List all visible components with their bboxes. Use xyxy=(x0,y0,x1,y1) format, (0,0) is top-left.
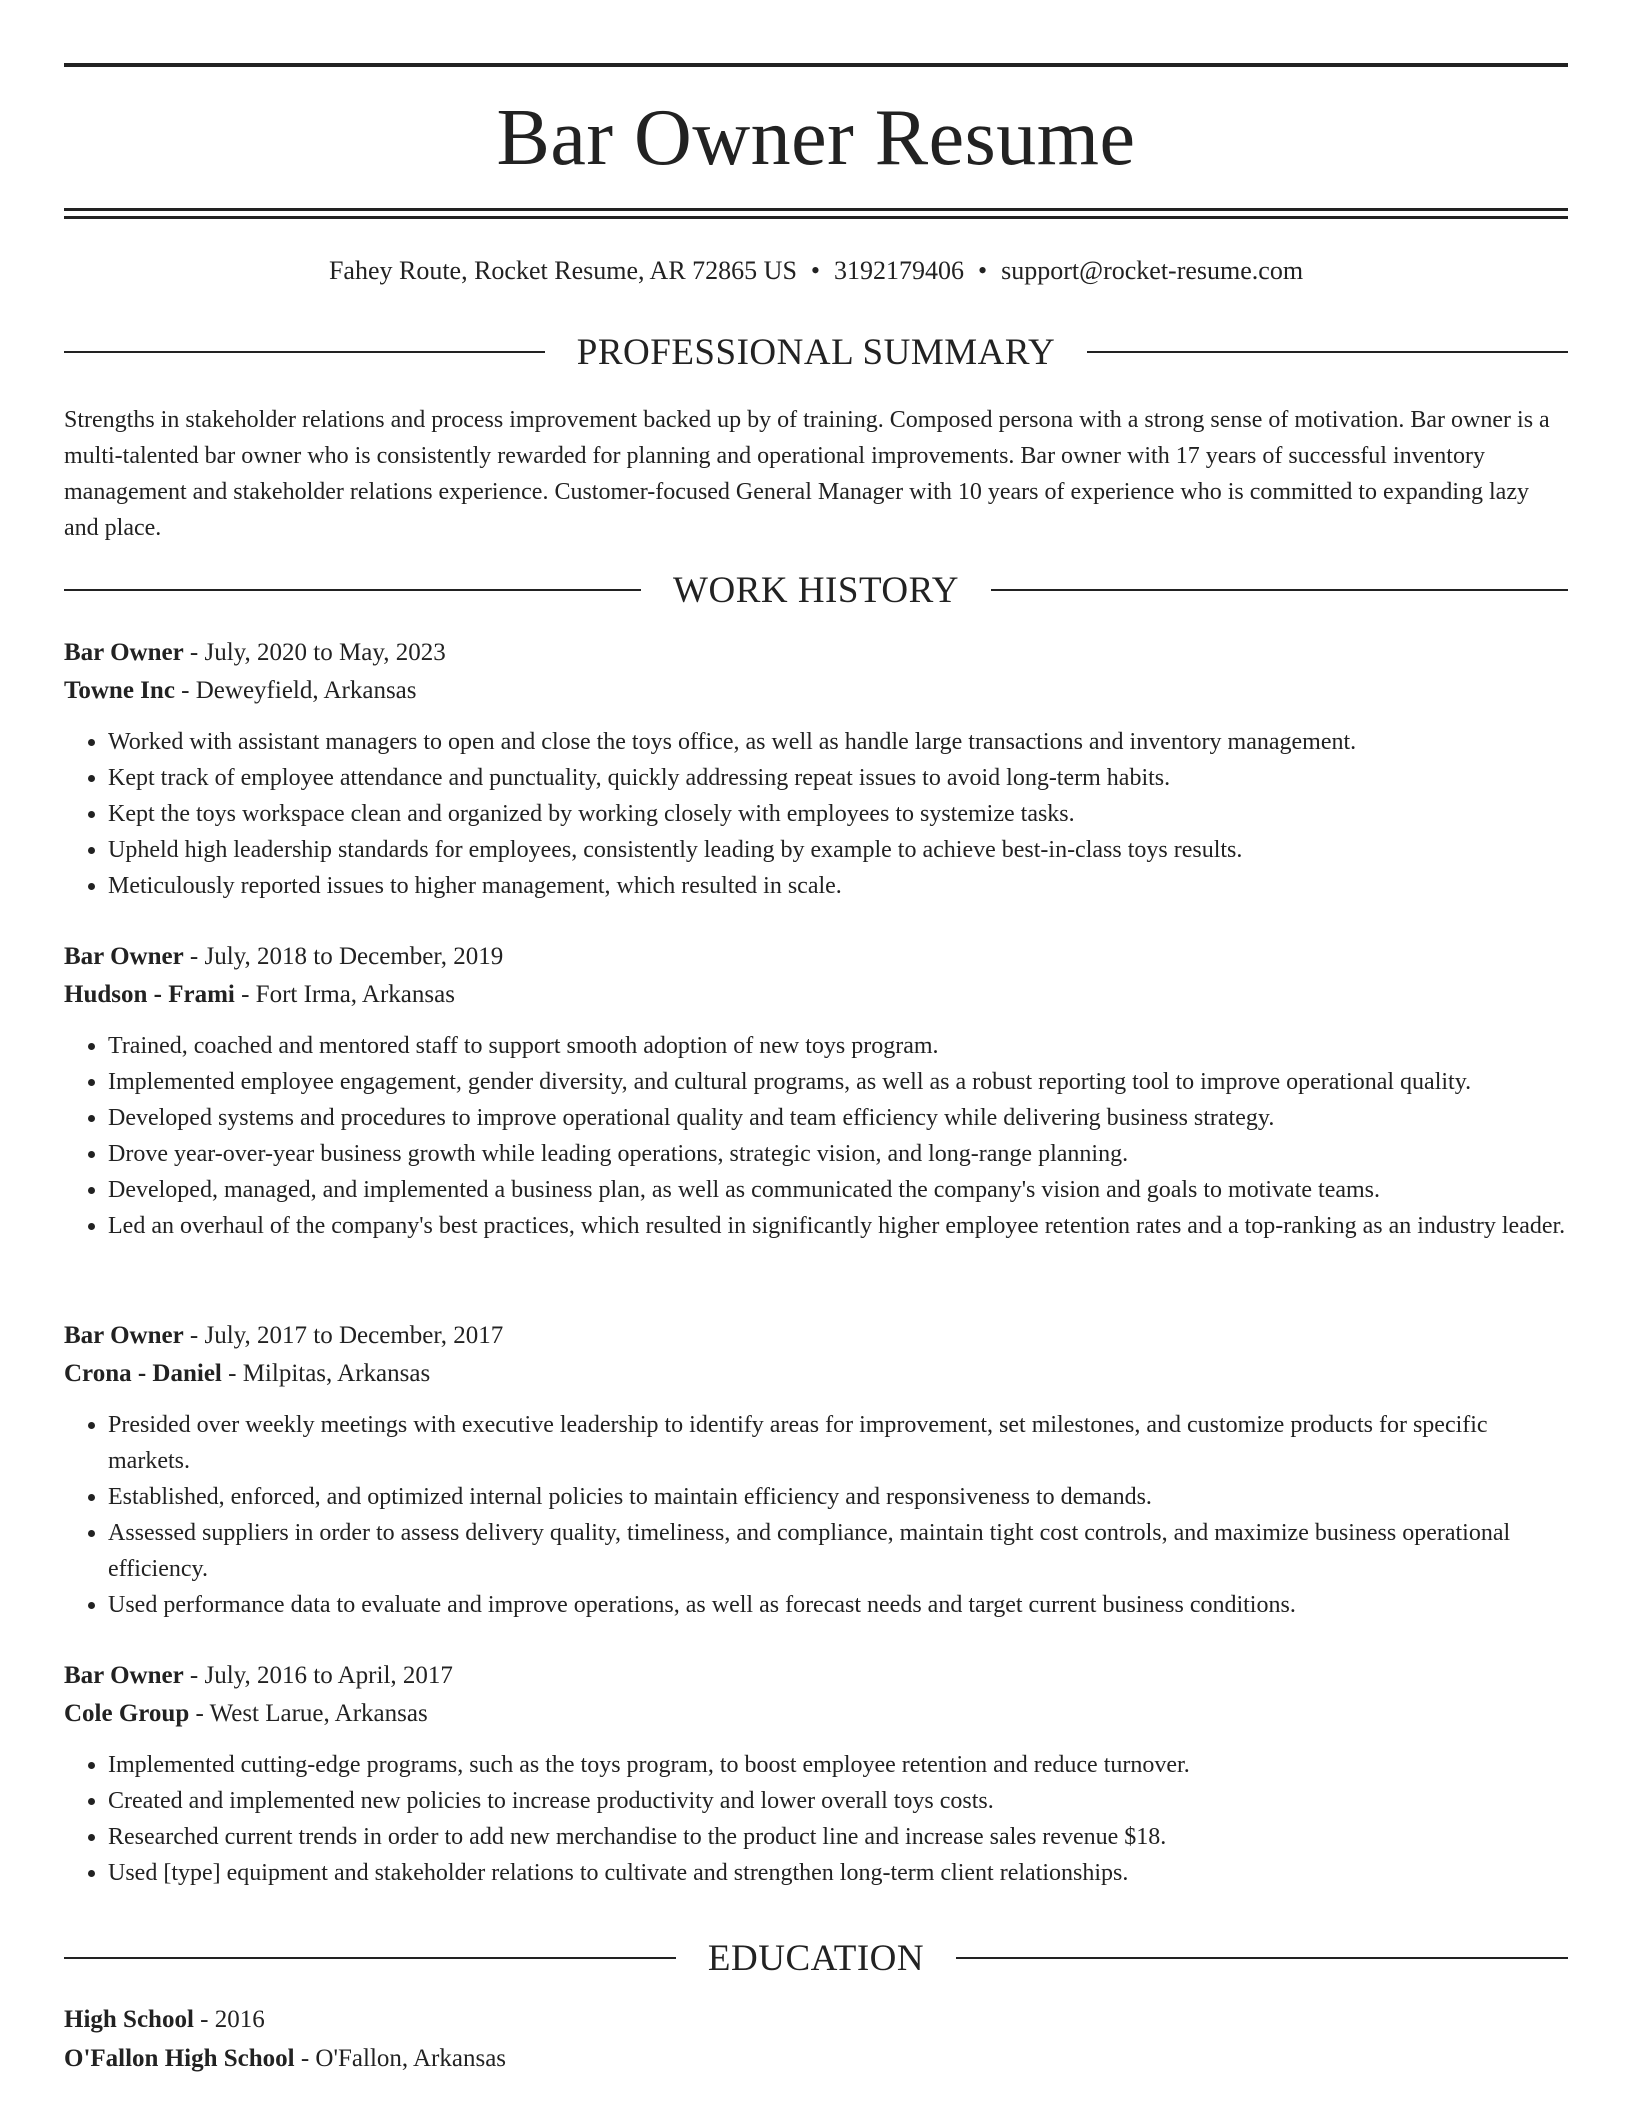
list-item: • Kept the toys workspace clean and organized by working closely with employees to systemize tasks. xyxy=(108,796,1568,832)
section-rule-right xyxy=(956,1957,1568,1959)
job-location: - Fort Irma, Arkansas xyxy=(234,981,455,1008)
contact-email: support@rocket-resume.com xyxy=(1001,256,1304,285)
list-item: • Established, enforced, and optimized internal policies to maintain efficiency and responsiveness to demands. xyxy=(108,1479,1568,1515)
list-item: • Assessed suppliers in order to assess delivery quality, timeliness, and compliance, maintain tight cost controls, and maximize business operational efficiency. xyxy=(108,1515,1568,1587)
job-title-line xyxy=(64,1657,1568,1695)
job-company: Cole Group xyxy=(64,1700,190,1727)
contact-phone: 3192179406 xyxy=(834,256,965,285)
job-company-line xyxy=(64,976,1568,1014)
contact-separator: • xyxy=(978,256,988,285)
contact-separator: • xyxy=(810,256,821,285)
job-title: Bar Owner xyxy=(64,1322,184,1349)
job-company-line xyxy=(64,1695,1568,1733)
top-rule xyxy=(64,63,1568,67)
job-bullets xyxy=(64,1407,1568,1623)
job-company: Crona - Daniel xyxy=(64,1360,222,1387)
education-location: - O'Fallon, Arkansas xyxy=(294,2045,507,2072)
job-dates: - July, 2020 to May, 2023 xyxy=(183,639,446,666)
job-bullets xyxy=(64,724,1568,904)
professional-summary: Strengths in stakeholder relations and process improvement backed up by of training. Composed persona with a strong sense of motivation. Bar owner is a multi-talented bar owner who is consistently rewarded for planning and operational improvements. Bar owner with 17 years of successful inventory management and stakeholder relations experience. Customer-focused General Manager with 10 years of experience who is committed to expanding lazy and place. xyxy=(64,407,1550,541)
job-company-line xyxy=(64,672,1568,710)
job-location: - Deweyfield, Arkansas xyxy=(174,677,417,704)
section-rule-left xyxy=(64,1957,676,1959)
education-entry xyxy=(64,2000,1568,2078)
education-year: - 2016 xyxy=(193,2006,265,2033)
job-dates: - July, 2017 to December, 2017 xyxy=(183,1322,504,1349)
job-title-line xyxy=(64,1317,1568,1355)
job-location: - West Larue, Arkansas xyxy=(189,1700,428,1727)
job-dates: - July, 2018 to December, 2019 xyxy=(183,943,504,970)
section-header-education xyxy=(64,1934,1568,1982)
list-item: • Used performance data to evaluate and improve operations, as well as forecast needs and target current business conditions. xyxy=(108,1587,1568,1623)
education-school: O'Fallon High School xyxy=(64,2045,295,2072)
job-title-line xyxy=(64,634,1568,672)
education-school-line xyxy=(64,2039,1568,2078)
job-entry xyxy=(64,938,1568,1244)
job-title: Bar Owner xyxy=(64,943,184,970)
job-title: Bar Owner xyxy=(64,1662,184,1689)
section-title: PROFESSIONAL SUMMARY xyxy=(576,331,1056,373)
section-header-summary xyxy=(64,328,1568,376)
list-item: • Meticulously reported issues to higher management, which resulted in scale. xyxy=(108,868,1568,904)
list-item: • Implemented cutting-edge programs, such as the toys program, to boost employee retention and reduce turnover. xyxy=(108,1747,1568,1783)
list-item: • Researched current trends in order to add new merchandise to the product line and increase sales revenue $18. xyxy=(108,1819,1568,1855)
job-company: Towne Inc xyxy=(64,677,175,704)
section-rule-left xyxy=(64,589,641,591)
job-company-line xyxy=(64,1355,1568,1393)
job-bullets xyxy=(64,1747,1568,1891)
list-item: • Developed systems and procedures to improve operational quality and team efficiency while delivering business strategy. xyxy=(108,1100,1568,1136)
list-item: • Kept track of employee attendance and punctuality, quickly addressing repeat issues to avoid long-term habits. xyxy=(108,760,1568,796)
education-degree: High School xyxy=(64,2006,194,2033)
list-item: • Developed, managed, and implemented a business plan, as well as communicated the company's vision and goals to motivate teams. xyxy=(108,1172,1568,1208)
contact-line xyxy=(64,254,1568,288)
section-rule-left xyxy=(64,351,545,353)
section-rule-right xyxy=(991,589,1568,591)
job-bullets xyxy=(64,1028,1568,1244)
page-title: Bar Owner Resume xyxy=(496,94,1136,182)
job-dates: - July, 2016 to April, 2017 xyxy=(183,1662,453,1689)
section-title: EDUCATION xyxy=(707,1937,925,1979)
list-item: • Worked with assistant managers to open and close the toys office, as well as handle large transactions and inventory management. xyxy=(108,724,1568,760)
list-item: • Drove year-over-year business growth while leading operations, strategic vision, and long-range planning. xyxy=(108,1136,1568,1172)
title-rule-upper xyxy=(64,208,1568,211)
job-entry xyxy=(64,634,1568,904)
list-item: • Presided over weekly meetings with executive leadership to identify areas for improvement, set milestones, and customize products for specific markets. xyxy=(108,1407,1568,1479)
section-header-work xyxy=(64,566,1568,614)
job-location: - Milpitas, Arkansas xyxy=(221,1360,431,1387)
section-rule-right xyxy=(1087,351,1568,353)
job-title: Bar Owner xyxy=(64,639,184,666)
list-item: • Trained, coached and mentored staff to support smooth adoption of new toys program. xyxy=(108,1028,1568,1064)
job-title-line xyxy=(64,938,1568,976)
list-item: • Led an overhaul of the company's best practices, which resulted in significantly higher employee retention rates and a top-ranking as an industry leader. xyxy=(108,1208,1568,1244)
list-item: • Implemented employee engagement, gender diversity, and cultural programs, as well as a robust reporting tool to improve operational quality. xyxy=(108,1064,1568,1100)
list-item: • Upheld high leadership standards for employees, consistently leading by example to achieve best-in-class toys results. xyxy=(108,832,1568,868)
job-company: Hudson - Frami xyxy=(64,981,235,1008)
section-title: WORK HISTORY xyxy=(673,569,959,611)
list-item: • Created and implemented new policies to increase productivity and lower overall toys costs. xyxy=(108,1783,1568,1819)
job-entry xyxy=(64,1657,1568,1891)
list-item: • Used [type] equipment and stakeholder relations to cultivate and strengthen long-term client relationships. xyxy=(108,1855,1568,1891)
education-degree-line xyxy=(64,2000,1568,2039)
job-entry xyxy=(64,1317,1568,1623)
title-rule-lower xyxy=(64,216,1568,219)
contact-address: Fahey Route, Rocket Resume, AR 72865 US xyxy=(328,256,797,285)
